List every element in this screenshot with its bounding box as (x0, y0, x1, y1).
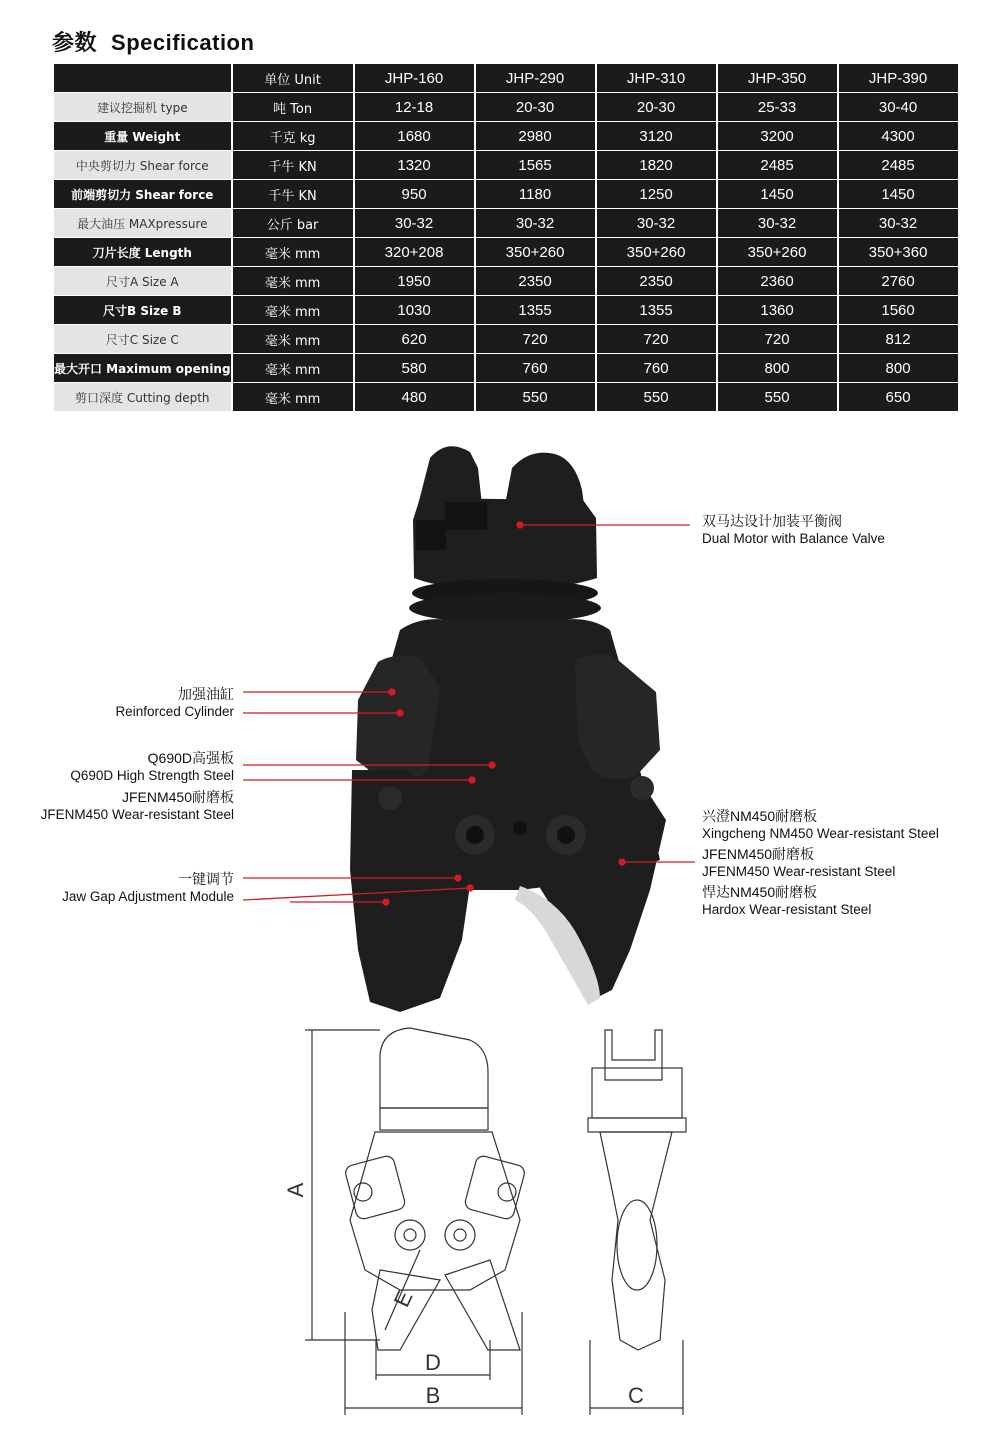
specification-table (52, 63, 960, 412)
table-row (54, 122, 958, 150)
row-label: 尺寸A Size A (54, 267, 231, 295)
row-value: 550 (597, 383, 716, 411)
table-row (54, 238, 958, 266)
table-row (54, 267, 958, 295)
row-value: 30-40 (839, 93, 958, 121)
row-value: 3120 (597, 122, 716, 150)
row-value: 30-32 (718, 209, 837, 237)
table-row (54, 151, 958, 179)
row-value: 480 (355, 383, 474, 411)
row-unit: 毫米 mm (233, 296, 353, 324)
row-value: 2350 (476, 267, 595, 295)
row-value: 1355 (597, 296, 716, 324)
row-value: 1320 (355, 151, 474, 179)
row-unit: 千克 kg (233, 122, 353, 150)
row-value: 550 (718, 383, 837, 411)
row-value: 1360 (718, 296, 837, 324)
row-label: 重量 Weight (54, 122, 231, 150)
row-label: 最大油压 MAXpressure (54, 209, 231, 237)
row-value: 30-32 (476, 209, 595, 237)
dimension-label-a: A (283, 1182, 308, 1198)
row-value: 650 (839, 383, 958, 411)
row-value: 720 (718, 325, 837, 353)
row-value: 720 (597, 325, 716, 353)
row-label: 尺寸C Size C (54, 325, 231, 353)
row-unit: 毫米 mm (233, 354, 353, 382)
row-label: 最大开口 Maximum opening (54, 354, 231, 382)
table-row (54, 93, 958, 121)
row-value: 30-32 (355, 209, 474, 237)
row-value: 1450 (839, 180, 958, 208)
dimension-drawing (0, 1020, 1000, 1453)
row-label: 剪口深度 Cutting depth (54, 383, 231, 411)
callout-dual-motor: 双马达设计加装平衡阀 Dual Motor with Balance Valve (702, 513, 885, 546)
row-value: 1820 (597, 151, 716, 179)
table-header-model: JHP-390 (839, 64, 958, 92)
row-value: 812 (839, 325, 958, 353)
heading-zh: 参数 (52, 30, 98, 55)
dimension-label-e: E (388, 1286, 418, 1311)
row-value: 720 (476, 325, 595, 353)
table-row (54, 325, 958, 353)
row-value: 2360 (718, 267, 837, 295)
row-value: 320+208 (355, 238, 474, 266)
row-value: 1355 (476, 296, 595, 324)
row-value: 2350 (597, 267, 716, 295)
row-value: 350+260 (597, 238, 716, 266)
row-value: 350+360 (839, 238, 958, 266)
row-unit: 吨 Ton (233, 93, 353, 121)
row-label: 刀片长度 Length (54, 238, 231, 266)
row-unit: 毫米 mm (233, 325, 353, 353)
row-value: 2485 (718, 151, 837, 179)
row-value: 800 (718, 354, 837, 382)
row-value: 2980 (476, 122, 595, 150)
row-value: 12-18 (355, 93, 474, 121)
table-row (54, 209, 958, 237)
callout-reinforced-cylinder: 加强油缸 Reinforced Cylinder (115, 686, 234, 719)
dimension-label-d: D (425, 1350, 441, 1375)
table-header-model: JHP-160 (355, 64, 474, 92)
row-value: 25-33 (718, 93, 837, 121)
callout-xingcheng-nm450: 兴澄NM450耐磨板 Xingcheng NM450 Wear-resistant Steel (702, 808, 939, 841)
table-header-unit: 单位 Unit (233, 64, 353, 92)
callout-jfenm450-left: JFENM450耐磨板 JFENM450 Wear-resistant Steel (40, 789, 234, 822)
row-label: 中央剪切力 Shear force (54, 151, 231, 179)
row-value: 760 (597, 354, 716, 382)
table-row (54, 296, 958, 324)
dimension-label-b: B (425, 1383, 441, 1408)
callout-q690d-steel: Q690D高强板 Q690D High Strength Steel (70, 750, 234, 783)
row-value: 350+260 (476, 238, 595, 266)
row-label: 尺寸B Size B (54, 296, 231, 324)
row-value: 20-30 (476, 93, 595, 121)
row-value: 4300 (839, 122, 958, 150)
row-value: 550 (476, 383, 595, 411)
row-value: 1030 (355, 296, 474, 324)
specification-table-body (54, 64, 958, 411)
row-unit: 公斤 bar (233, 209, 353, 237)
row-value: 2760 (839, 267, 958, 295)
table-header-row (54, 64, 958, 92)
row-unit: 千牛 KN (233, 180, 353, 208)
row-value: 20-30 (597, 93, 716, 121)
row-value: 1450 (718, 180, 837, 208)
callout-jfenm450-right: JFENM450耐磨板 JFENM450 Wear-resistant Steel (702, 846, 896, 879)
table-header-corner (54, 64, 231, 92)
dimension-label-c: C (628, 1383, 644, 1408)
row-value: 950 (355, 180, 474, 208)
row-value: 1250 (597, 180, 716, 208)
row-value: 580 (355, 354, 474, 382)
row-value: 1950 (355, 267, 474, 295)
row-value: 800 (839, 354, 958, 382)
row-label: 建议挖掘机 type (54, 93, 231, 121)
row-unit: 毫米 mm (233, 383, 353, 411)
row-value: 1560 (839, 296, 958, 324)
table-row (54, 180, 958, 208)
row-value: 30-32 (597, 209, 716, 237)
row-unit: 毫米 mm (233, 267, 353, 295)
table-row (54, 383, 958, 411)
row-value: 1565 (476, 151, 595, 179)
table-header-model: JHP-290 (476, 64, 595, 92)
heading-en: Specification (111, 30, 255, 55)
row-value: 1680 (355, 122, 474, 150)
callout-jaw-gap: 一键调节 Jaw Gap Adjustment Module (62, 871, 234, 904)
row-value: 1180 (476, 180, 595, 208)
row-value: 620 (355, 325, 474, 353)
row-unit: 毫米 mm (233, 238, 353, 266)
row-value: 760 (476, 354, 595, 382)
table-header-model: JHP-350 (718, 64, 837, 92)
table-row (54, 354, 958, 382)
row-label: 前端剪切力 Shear force (54, 180, 231, 208)
row-value: 350+260 (718, 238, 837, 266)
row-value: 30-32 (839, 209, 958, 237)
row-unit: 千牛 KN (233, 151, 353, 179)
page-heading (52, 26, 254, 57)
table-header-model: JHP-310 (597, 64, 716, 92)
row-value: 2485 (839, 151, 958, 179)
callout-hardox: 悍达NM450耐磨板 Hardox Wear-resistant Steel (702, 884, 872, 917)
row-value: 3200 (718, 122, 837, 150)
